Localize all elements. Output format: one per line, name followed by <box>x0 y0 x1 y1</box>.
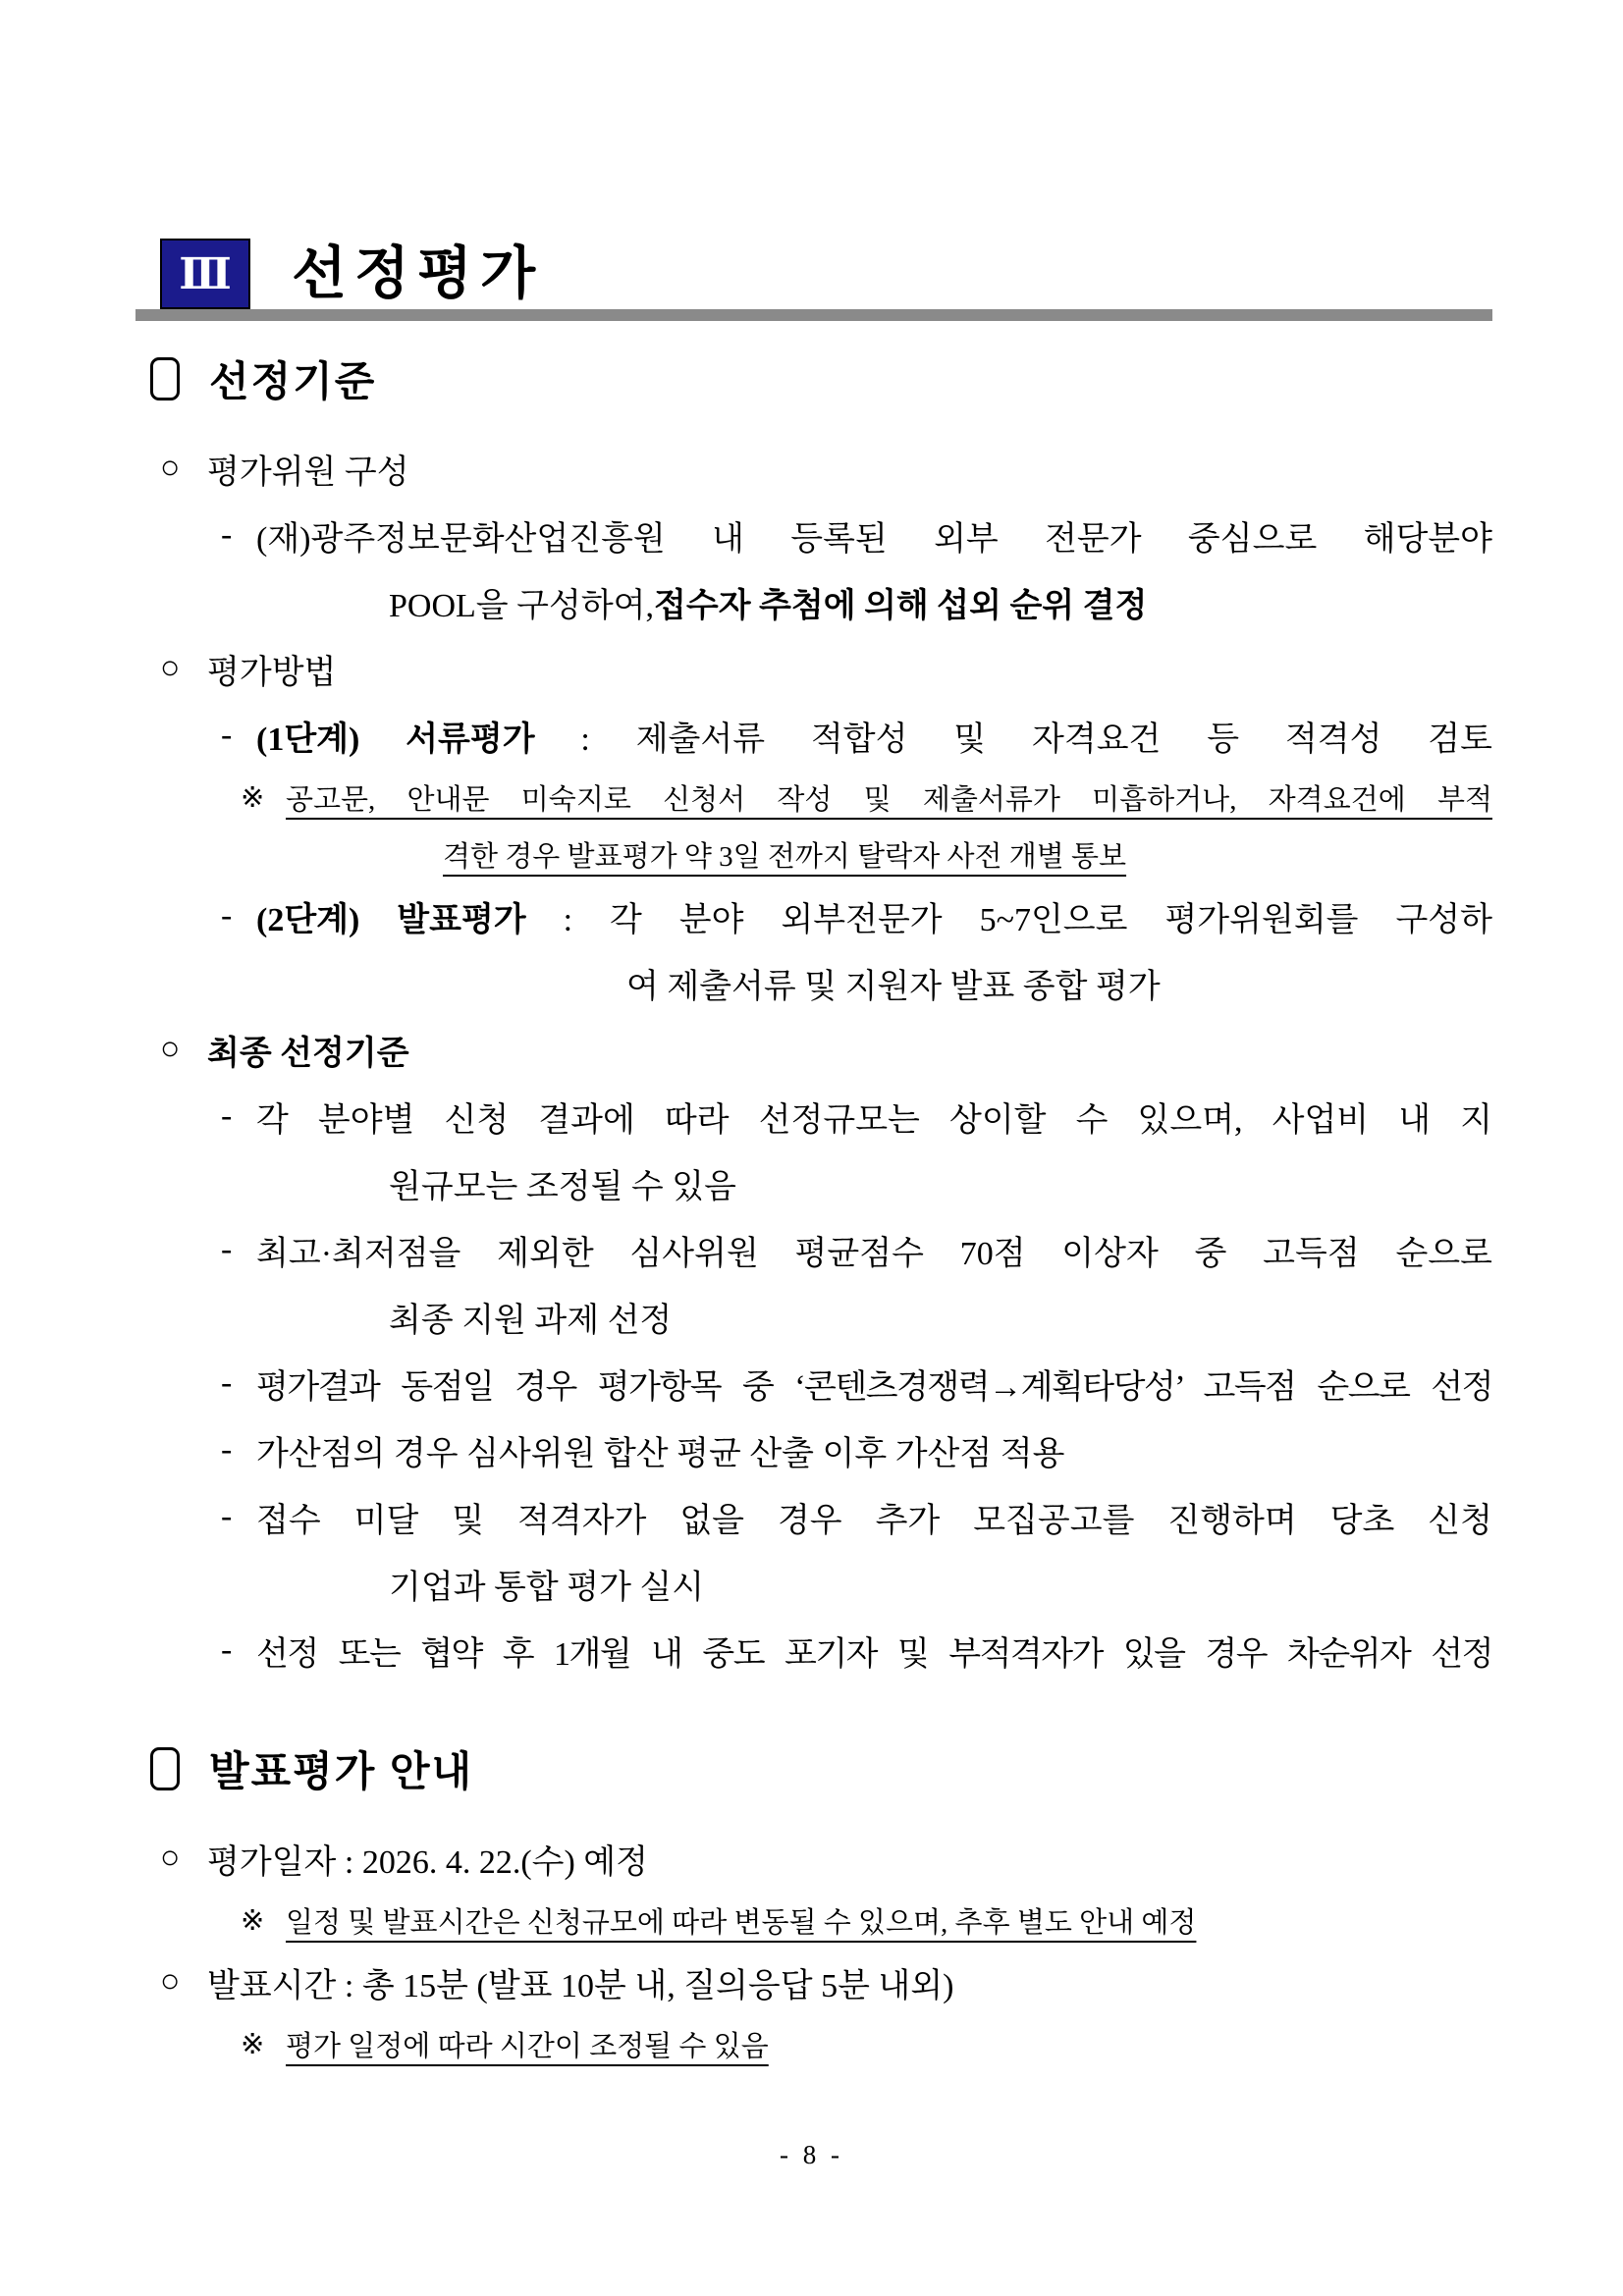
subitem-text: 원규모는 조정될 수 있음 <box>389 1168 736 1205</box>
note-time-adjust <box>131 2015 1492 2072</box>
subitem-text: 여 제출서류 및 지원자 발표 종합 평가 <box>626 968 1161 1005</box>
final-criteria-b1-line2 <box>131 1149 1492 1216</box>
list-item-method <box>131 635 1492 702</box>
final-criteria-b5-line1 <box>131 1483 1492 1550</box>
dash-bullet: - <box>221 897 233 934</box>
section-heading-text: 발표평가 안내 <box>209 1748 474 1794</box>
dash-bullet: - <box>221 1498 233 1534</box>
note-step1-line2 <box>131 826 1492 882</box>
list-item-committee <box>131 435 1492 502</box>
circle-bullet: ○ <box>160 1031 181 1067</box>
page-title: 선정평가 <box>292 241 544 305</box>
subitem-text: 각 분야별 신청 결과에 따라 선정규모는 상이할 수 있으며, 사업비 내 지 <box>256 1101 1492 1139</box>
list-subitem-step2-line2 <box>131 949 1492 1016</box>
circle-bullet: ○ <box>160 450 181 486</box>
dash-bullet: - <box>221 1097 233 1134</box>
subitem-text: 기업과 통합 평가 실시 <box>389 1569 705 1606</box>
subitem-text: 최고·최저점을 제외한 심사위원 평균점수 70점 이상자 중 고득점 순으로 <box>256 1235 1492 1272</box>
reference-mark-icon: ※ <box>241 1904 265 1937</box>
section-heading-selection-criteria <box>131 352 1492 405</box>
subitem-text: 가산점의 경우 심사위원 합산 평균 산출 이후 가산점 적용 <box>256 1435 1065 1472</box>
subitem-text: 최종 지원 과제 선정 <box>389 1302 673 1339</box>
circle-bullet: ○ <box>160 1963 181 2000</box>
circle-bullet: ○ <box>160 650 181 686</box>
final-criteria-b3 <box>131 1350 1492 1416</box>
square-bullet-icon <box>150 1747 180 1790</box>
final-criteria-b5-line2 <box>131 1550 1492 1617</box>
final-criteria-b4 <box>131 1416 1492 1483</box>
note-schedule <box>131 1892 1492 1949</box>
dash-bullet: - <box>221 717 233 753</box>
subitem-text: (재)광주정보문화산업진흥원 내 등록된 외부 전문가 중심으로 해당분야 <box>256 520 1492 558</box>
list-subitem-pool-line2 <box>131 568 1492 635</box>
list-item-final-criteria <box>131 1016 1492 1083</box>
note-text: 일정 및 발표시간은 신청규모에 따라 변동될 수 있으며, 추후 별도 안내 예정 <box>286 1906 1197 1939</box>
dash-bullet: - <box>221 1431 233 1468</box>
list-item-text: 최종 선정기준 <box>207 1035 409 1072</box>
final-criteria-b2-line2 <box>131 1283 1492 1350</box>
dash-bullet: - <box>221 1631 233 1668</box>
subitem-text: 평가결과 동점일 경우 평가항목 중 ‘콘텐츠경쟁력→계획타당성’ 고득점 순으로 선정 <box>256 1368 1492 1406</box>
note-text: 공고문, 안내문 미숙지로 신청서 작성 및 제출서류가 미흡하거나, 자격요건에 부적 <box>286 783 1492 816</box>
subitem-text: 선정 또는 협약 후 1개월 내 중도 포기자 및 부적격자가 있을 경우 차순위자 선정 <box>256 1635 1492 1673</box>
note-text: 평가 일정에 따라 시간이 조정될 수 있음 <box>286 2030 769 2062</box>
subitem-text: (2단계) 발표평가 : 각 분야 외부전문가 5~7인으로 평가위원회를 구성하 <box>256 901 1492 938</box>
list-item-presentation-time <box>131 1949 1492 2015</box>
final-criteria-b2-line1 <box>131 1216 1492 1283</box>
dash-bullet: - <box>221 1231 233 1267</box>
reference-mark-icon: ※ <box>241 781 265 814</box>
subitem-text: (1단계) 서류평가 : 제출서류 적합성 및 자격요건 등 적격성 검토 <box>256 721 1492 758</box>
dash-bullet: - <box>221 1364 233 1401</box>
subitem-text-bold: 접수자 추첨에 의해 섭외 순위 결정 <box>654 587 1148 624</box>
page-number: - 8 - <box>780 2140 843 2169</box>
title-underline-bar <box>135 309 1492 321</box>
section-heading-presentation-guide <box>131 1742 1492 1795</box>
chapter-title-row <box>131 239 1492 309</box>
subitem-text: POOL을 구성하여, <box>389 587 655 624</box>
subitem-text: 접수 미달 및 적격자가 없을 경우 추가 모집공고를 진행하며 당초 신청 <box>256 1502 1492 1539</box>
note-step1-line1 <box>131 769 1492 826</box>
dash-bullet: - <box>221 516 233 553</box>
final-criteria-b1-line1 <box>131 1083 1492 1149</box>
list-item-text: 평가일자 : 2026. 4. 22.(수) 예정 <box>207 1843 648 1881</box>
list-subitem-pool-line1 <box>131 502 1492 568</box>
list-item-text: 평가방법 <box>207 654 337 691</box>
chapter-numeral: Ⅲ <box>179 249 232 298</box>
list-item-text: 발표시간 : 총 15분 (발표 10분 내, 질의응답 5분 내외) <box>207 1967 954 2004</box>
list-subitem-step2-line1 <box>131 882 1492 949</box>
list-item-text: 평가위원 구성 <box>207 454 409 491</box>
circle-bullet: ○ <box>160 1840 181 1876</box>
square-bullet-icon <box>150 357 180 400</box>
section-heading-text: 선정기준 <box>209 358 377 404</box>
note-text: 격한 경우 발표평가 약 3일 전까지 탈락자 사전 개별 통보 <box>443 840 1127 873</box>
final-criteria-b6 <box>131 1617 1492 1683</box>
reference-mark-icon: ※ <box>241 2028 265 2060</box>
list-item-eval-date <box>131 1825 1492 1892</box>
chapter-numeral-box <box>160 239 250 309</box>
list-subitem-step1 <box>131 702 1492 769</box>
